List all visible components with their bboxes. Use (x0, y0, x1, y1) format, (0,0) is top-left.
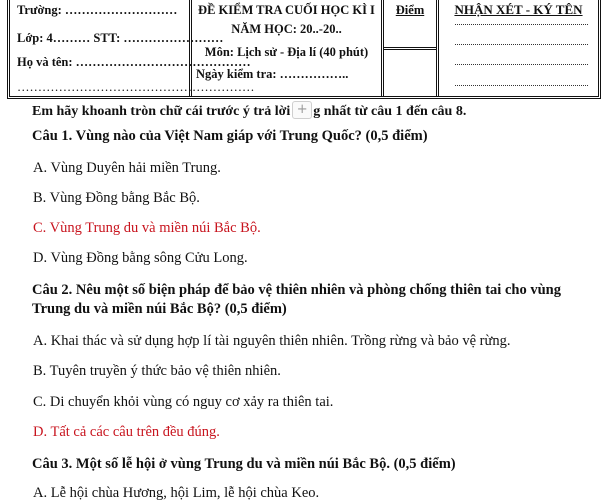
q1-option-b: B. Vùng Đồng bằng Bắc Bộ. (33, 190, 200, 206)
exam-date: Ngày kiểm tra: …………….. (196, 67, 349, 81)
question-3-title: Câu 3. Một số lễ hội ở vùng Trung du và miền núi Bắc Bộ. (0,5 điểm) (32, 456, 456, 472)
instruction: Em hãy khoanh tròn chữ cái trước ý trả lời + g nhất từ câu 1 đến câu 8. (32, 102, 467, 119)
exam-header-table (7, 0, 601, 99)
q1-option-d: D. Vùng Đồng bằng sông Cửu Long. (33, 250, 248, 266)
plus-icon[interactable]: + (292, 101, 312, 119)
school-year: NĂM HỌC: 20..-20.. (231, 22, 342, 36)
q3-option-a: A. Lễ hội chùa Hương, hội Lim, lễ hội chùa Keo. (33, 485, 320, 501)
school-field: Trường: ……………………… (17, 3, 178, 17)
question-1-title: Câu 1. Vùng nào của Việt Nam giáp với Trung Quốc? (0,5 điểm) (32, 128, 428, 144)
score-box (384, 50, 436, 96)
q2-option-b: B. Tuyên truyền ý thức bảo vệ thiên nhiên. (33, 363, 281, 379)
name-field: Họ và tên: …………………………………… (17, 55, 251, 69)
q2-option-a: A. Khai thác và sử dụng hợp lí tài nguyên thiên nhiên. Trồng rừng và bảo vệ rừng. (33, 333, 511, 349)
comment-line (455, 24, 588, 25)
score-cell (381, 0, 436, 96)
question-2-title-line2: Trung du và miền núi Bắc Bộ? (0,5 điểm) (32, 301, 287, 317)
score-label: Điểm (395, 3, 425, 17)
exam-info-cell (189, 0, 381, 96)
question-2-title: Câu 2. Nêu một số biện pháp để bảo vệ thiên nhiên và phòng chống thiên tai cho vùng (32, 282, 561, 298)
student-info-cell (10, 0, 255, 96)
comment-line (455, 85, 588, 86)
name-field-line2: ………………………………………………… (17, 80, 255, 94)
class-field: Lớp: 4……… STT: …………………… (17, 31, 224, 45)
q1-option-a: A. Vùng Duyên hải miền Trung. (33, 160, 221, 176)
comment-line (455, 44, 588, 45)
exam-title: ĐỀ KIỂM TRA CUỐI HỌC KÌ I (198, 3, 375, 17)
comment-label: NHẬN XÉT - KÝ TÊN (454, 2, 583, 17)
q2-option-c: C. Di chuyển khỏi vùng có nguy cơ xảy ra thiên tai. (33, 394, 334, 410)
comment-cell (436, 0, 598, 96)
subject: Môn: Lịch sử - Địa lí (40 phút) (204, 45, 369, 59)
q1-option-c-answer: C. Vùng Trung du và miền núi Bắc Bộ. (33, 220, 261, 236)
comment-line (455, 64, 588, 65)
q2-option-d-answer: D. Tất cả các câu trên đều đúng. (33, 424, 220, 440)
